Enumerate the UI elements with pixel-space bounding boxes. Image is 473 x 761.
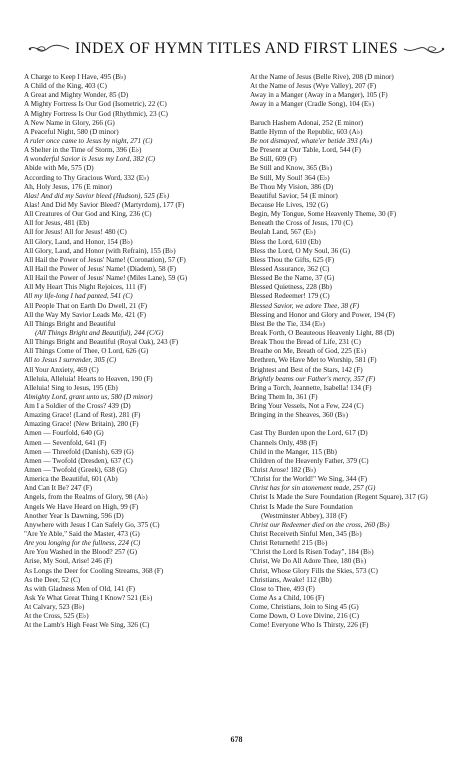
index-entry: Amazing Grace! (Land of Rest), 281 (F) bbox=[24, 411, 141, 420]
index-entry: Amen — Fourfold, 640 (G) bbox=[24, 429, 104, 438]
index-entry: A Child of the King, 403 (C) bbox=[24, 82, 107, 91]
index-entry: At the Name of Jesus (Wye Valley), 207 (F) bbox=[250, 82, 377, 91]
index-entry: Christians, Awake! 112 (Bb) bbox=[250, 575, 332, 584]
index-entry: Brightest and Best of the Stars, 142 (F) bbox=[250, 365, 363, 374]
index-entry: At Calvary, 523 (B♭) bbox=[24, 603, 85, 612]
index-entry: As Longs the Deer for Cooling Streams, 368 (F) bbox=[24, 566, 164, 575]
index-entry: Beulah Land, 567 (E♭) bbox=[250, 228, 316, 237]
index-entry: Break Forth, O Beauteous Heavenly Light, 88 (D) bbox=[250, 328, 395, 337]
index-entry: Amen — Twofold (Greek), 638 (G) bbox=[24, 466, 127, 475]
index-entry: A wonderful Savior is Jesus my Lord, 382 (C) bbox=[24, 155, 156, 164]
index-entry: According to Thy Gracious Word, 332 (E♭) bbox=[24, 173, 149, 182]
index-entry: Abide with Me, 575 (D) bbox=[24, 164, 94, 173]
index-entry: All People That on Earth Do Dwell, 21 (F) bbox=[24, 301, 148, 310]
index-entry: All Hail the Power of Jesus' Name! (Diadem), 58 (F) bbox=[24, 264, 177, 273]
index-entry: Amen — Threefold (Danish), 639 (G) bbox=[24, 447, 134, 456]
index-entry: At the Cross, 525 (E♭) bbox=[24, 612, 89, 621]
index-entry: Away in a Manger (Cradle Song), 104 (E♭) bbox=[250, 100, 375, 109]
index-entry: Break Thou the Bread of Life, 231 (C) bbox=[250, 338, 361, 347]
index-entry: Alas! And did my Savior bleed (Hudson), 525 (E♭) bbox=[24, 191, 170, 200]
index-entry: Beneath the Cross of Jesus, 170 (C) bbox=[250, 219, 353, 228]
index-entry: Alleluia, Alleluia! Hearts to Heaven, 190 (F) bbox=[24, 374, 153, 383]
index-entry: As with Gladness Men of Old, 141 (F) bbox=[24, 584, 135, 593]
index-entry: Bringing in the Sheaves, 360 (B♭) bbox=[250, 411, 349, 420]
index-entry: Alas! And Did My Savior Bleed? (Martyrdom), 177 (F) bbox=[24, 200, 185, 209]
index-entry: All Things Bright and Beautiful bbox=[24, 319, 116, 328]
index-entry: Angels, from the Realms of Glory, 98 (A♭) bbox=[24, 493, 148, 502]
index-entry: Blessed Be the Name, 37 (G) bbox=[250, 274, 335, 283]
index-entry: Come, Christians, Join to Sing 45 (G) bbox=[250, 603, 359, 612]
index-entry: Arise, My Soul, Arise! 246 (F) bbox=[24, 557, 113, 566]
index-entry: America the Beautiful, 601 (Ab) bbox=[24, 475, 118, 484]
index-entry: Close to Thee, 493 (F) bbox=[250, 584, 315, 593]
index-entry: Alleluia! Sing to Jesus, 195 (Eb) bbox=[24, 383, 118, 392]
index-entry: Brightly beams our Father's mercy, 357 (F) bbox=[250, 374, 376, 383]
index-entry: Amen — Sevenfold, 641 (F) bbox=[24, 438, 107, 447]
index-entry: "Christ for the World!" We Sing, 344 (F) bbox=[250, 475, 368, 484]
index-entry: Anywhere with Jesus I Can Safely Go, 375 (C) bbox=[24, 520, 160, 529]
index-entry: Ask Ye What Great Thing I Know? 521 (E♭) bbox=[24, 594, 153, 603]
index-entry: A Mighty Fortress Is Our God (Isometric), 22 (C) bbox=[24, 100, 167, 109]
index-entry: Blessed Savior, we adore Thee, 38 (F) bbox=[250, 301, 360, 310]
index-entry: Blest Be the Tie, 334 (E♭) bbox=[250, 319, 325, 328]
index-entry: Bless the Lord, O My Soul, 36 (G) bbox=[250, 246, 351, 255]
flourish-icon bbox=[27, 43, 71, 55]
index-entry: All My Heart This Night Rejoices, 111 (F) bbox=[24, 283, 147, 292]
index-entry: Blessing and Honor and Glory and Power, 194 (F) bbox=[250, 310, 395, 319]
index-entry: Beautiful Savior, 54 (E minor) bbox=[250, 191, 338, 200]
index-entry: Blessed Quietness, 228 (Bb) bbox=[250, 283, 332, 292]
index-entry: And Can It Be? 247 (F) bbox=[24, 484, 93, 493]
index-entry: Christ Is Made the Sure Foundation (Regent Square), 317 (G) bbox=[250, 493, 428, 502]
index-entry: Child in the Manger, 115 (Bb) bbox=[250, 447, 337, 456]
index-entry: Be Still, 609 (F) bbox=[250, 155, 297, 164]
index-entry: Cast Thy Burden upon the Lord, 617 (D) bbox=[250, 429, 368, 438]
index-entry: Are you longing for the fullness, 224 (C) bbox=[24, 539, 141, 548]
index-entry: Christ Returneth! 215 (B♭) bbox=[250, 539, 328, 548]
index-entry: "Are Ye Able," Said the Master, 473 (G) bbox=[24, 530, 140, 539]
index-entry: Ah, Holy Jesus, 176 (E minor) bbox=[24, 182, 113, 191]
index-entry: A Shelter in the Time of Storm, 396 (E♭) bbox=[24, 146, 142, 155]
index-entry: "Christ the Lord Is Risen Today", 184 (B♭) bbox=[250, 548, 374, 557]
index-entry: Are You Washed in the Blood? 257 (G) bbox=[24, 548, 138, 557]
section-gap bbox=[250, 110, 460, 119]
index-entry: Be Thou My Vision, 386 (D) bbox=[250, 182, 334, 191]
index-column-right bbox=[250, 73, 460, 631]
index-entry: As the Deer, 52 (C) bbox=[24, 575, 81, 584]
index-entry: Be Still and Know, 365 (B♭) bbox=[250, 164, 332, 173]
index-entry: Amen — Twofold (Dresden), 637 (C) bbox=[24, 456, 133, 465]
index-entry: All to Jesus I surrender, 305 (C) bbox=[24, 356, 117, 365]
index-entry: All Hail the Power of Jesus' Name! (Miles Lane), 59 (G) bbox=[24, 274, 188, 283]
index-entry: Another Year Is Dawning, 596 (D) bbox=[24, 511, 124, 520]
index-entry: Blessed Redeemer! 179 (C) bbox=[250, 292, 330, 301]
index-entry: All for Jesus! All for Jesus! 480 (C) bbox=[24, 228, 127, 237]
index-entry: Channels Only, 498 (F) bbox=[250, 438, 318, 447]
index-entry: Amazing Grace! (New Britain), 280 (F) bbox=[24, 420, 139, 429]
index-entry: All Your Anxiety, 469 (C) bbox=[24, 365, 99, 374]
index-entry: All the Way My Savior Leads Me, 421 (F) bbox=[24, 310, 147, 319]
section-gap bbox=[250, 420, 460, 429]
index-entry: Because He Lives, 192 (G) bbox=[250, 200, 329, 209]
index-entry: Bless the Lord, 610 (Eb) bbox=[250, 237, 321, 246]
index-entry: Breathe on Me, Breath of God, 225 (E♭) bbox=[250, 347, 367, 356]
index-column-left bbox=[24, 73, 244, 631]
index-entry: All for Jesus, 481 (Eb) bbox=[24, 219, 90, 228]
index-entry: (All Things Bright and Beautiful), 244 (C/G) bbox=[35, 328, 164, 337]
index-entry: Come As a Child, 106 (F) bbox=[250, 594, 325, 603]
index-entry: Be Still, My Soul! 364 (E♭) bbox=[250, 173, 330, 182]
index-entry: Come! Everyone Who Is Thirsty, 226 (F) bbox=[250, 621, 369, 630]
index-entry: Bring Your Vessels, Not a Few, 224 (C) bbox=[250, 402, 364, 411]
header bbox=[0, 38, 473, 60]
index-entry: Bring a Torch, Jeannette, Isabella! 134 (F) bbox=[250, 383, 372, 392]
index-entry: Away in a Manger (Away in a Manger), 105 (F) bbox=[250, 91, 388, 100]
index-entry: Children of the Heavenly Father, 379 (C) bbox=[250, 456, 369, 465]
index-entry: Be not dismayed, whate'er betide 393 (A♭) bbox=[250, 136, 373, 145]
index-entry: All Glory, Laud, and Honor, 154 (B♭) bbox=[24, 237, 133, 246]
index-entry: Begin, My Tongue, Some Heavenly Theme, 30 (F) bbox=[250, 210, 397, 219]
index-entry: Almighty Lord, grant unto us, 580 (D minor) bbox=[24, 392, 153, 401]
index-entry: Christ, Whose Glory Fills the Skies, 573 (C) bbox=[250, 566, 378, 575]
index-entry: A Mighty Fortress Is Our God (Rhythmic), 23 (C) bbox=[24, 109, 168, 118]
index-entry: At the Lamb's High Feast We Sing, 326 (C) bbox=[24, 621, 150, 630]
index-entry: Baruch Hashem Adonai, 252 (E minor) bbox=[250, 118, 363, 127]
index-entry: Christ Receiveth Sinful Men, 345 (B♭) bbox=[250, 530, 362, 539]
index-entry: Christ Is Made the Sure Foundation bbox=[250, 502, 353, 511]
index-entry: Christ Arose! 182 (B♭) bbox=[250, 466, 316, 475]
index-entry: Christ our Redeemer died on the cross, 260 (B♭) bbox=[250, 520, 390, 529]
index-entry: Be Present at Our Table, Lord, 544 (F) bbox=[250, 146, 361, 155]
index-entry: Battle Hymn of the Republic, 603 (A♭) bbox=[250, 127, 363, 136]
index-entry: (Westminster Abbey), 318 (F) bbox=[261, 511, 348, 520]
index-entry: Bring Them In, 361 (F) bbox=[250, 392, 318, 401]
index-entry: Come Down, O Love Divine, 216 (C) bbox=[250, 612, 359, 621]
index-entry: A New Name in Glory, 266 (G) bbox=[24, 118, 115, 127]
index-entry: All Creatures of Our God and King, 236 (C) bbox=[24, 210, 152, 219]
flourish-icon bbox=[402, 43, 446, 55]
page-number: 678 bbox=[230, 735, 243, 744]
index-entry: A ruler once came to Jesus by night, 271 (C) bbox=[24, 136, 153, 145]
index-entry: Brethren, We Have Met to Worship, 581 (F) bbox=[250, 356, 377, 365]
index-entry: All my life-long I had panted, 541 (C) bbox=[24, 292, 133, 301]
index-entry: Am I a Soldier of the Cross? 439 (D) bbox=[24, 402, 131, 411]
index-entry: Blessed Assurance, 362 (C) bbox=[250, 264, 330, 273]
index-entry: Bless Thou the Gifts, 625 (F) bbox=[250, 255, 335, 264]
index-entry: All Things Bright and Beautiful (Royal Oak), 243 (F) bbox=[24, 338, 179, 347]
index-entry: All Things Come of Thee, O Lord, 626 (G) bbox=[24, 347, 149, 356]
index-entry: All Glory, Laud, and Honor (with Refrain), 155 (B♭) bbox=[24, 246, 176, 255]
index-entry: Angels We Have Heard on High, 99 (F) bbox=[24, 502, 139, 511]
index-entry: Christ, We Do All Adore Thee, 180 (B♭) bbox=[250, 557, 367, 566]
index-entry: At the Name of Jesus (Belle Rive), 208 (D minor) bbox=[250, 73, 394, 81]
index-entry: All Hail the Power of Jesus' Name! (Coronation), 57 (F) bbox=[24, 255, 186, 264]
index-entry: A Charge to Keep I Have, 495 (B♭) bbox=[24, 73, 126, 81]
index-entry: A Peaceful Night, 580 (D minor) bbox=[24, 127, 119, 136]
index-entry: Christ has for sin atonement made, 257 (G) bbox=[250, 484, 376, 493]
index-entry: A Great and Mighty Wonder, 85 (D) bbox=[24, 91, 129, 100]
page-title: INDEX OF HYMN TITLES AND FIRST LINES bbox=[75, 40, 398, 57]
